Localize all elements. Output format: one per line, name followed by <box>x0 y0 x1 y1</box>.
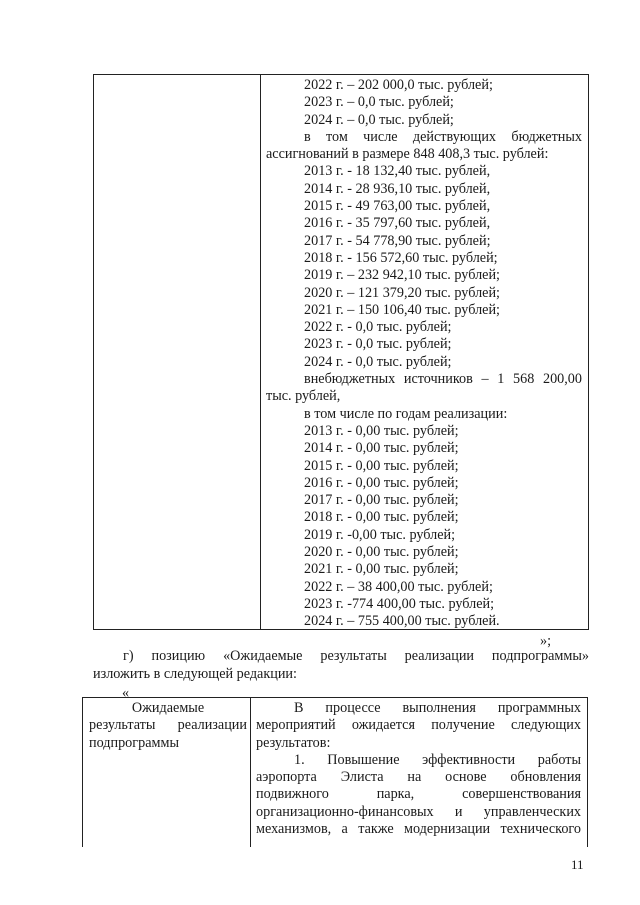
budget-intro-line: ассигнований в размере 848 408,3 тыс. рублей: <box>266 146 549 163</box>
funding-table <box>93 74 589 630</box>
extrabudget-year-line: 2015 г. - 0,00 тыс. рублей; <box>304 457 459 474</box>
budget-year-line: 2016 г. - 35 797,60 тыс. рублей, <box>304 215 491 232</box>
results-line: механизмов, а также модернизации технического <box>256 821 581 838</box>
results-line: 1. Повышение эффективности работы <box>294 751 581 768</box>
budget-year-line: 2018 г. - 156 572,60 тыс. рублей; <box>304 249 498 266</box>
budget-year-line: 2014 г. - 28 936,10 тыс. рублей, <box>304 180 491 197</box>
results-line: организационно-финансовых и управленческих <box>256 803 581 820</box>
extrabudget-year-line: 2020 г. - 0,00 тыс. рублей; <box>304 544 459 561</box>
results-line: подвижного парка, совершенствования <box>256 786 581 803</box>
extrabudget-year-line: 2016 г. - 0,00 тыс. рублей; <box>304 474 459 491</box>
budget-year-line: 2015 г. - 49 763,00 тыс. рублей, <box>304 198 491 215</box>
budget-year-line: 2024 г. - 0,0 тыс. рублей; <box>304 353 452 370</box>
budget-intro-line: в том числе действующих бюджетных <box>304 128 582 145</box>
results-content-cell <box>256 700 581 838</box>
results-label-line: Ожидаемые <box>131 700 205 716</box>
results-line: аэропорта Элиста на основе обновления <box>256 769 581 786</box>
results-label-cell <box>89 700 247 752</box>
extrabudget-intro-line: в том числе по годам реализации: <box>304 405 508 422</box>
extrabudget-year-line: 2022 г. – 38 400,00 тыс. рублей; <box>304 578 493 595</box>
funding-line: 2022 г. – 202 000,0 тыс. рублей; <box>304 77 493 93</box>
budget-year-line: 2022 г. - 0,0 тыс. рублей; <box>304 319 452 336</box>
budget-year-line: 2023 г. - 0,0 тыс. рублей; <box>304 336 452 353</box>
extrabudget-year-line: 2017 г. - 0,00 тыс. рублей; <box>304 492 459 509</box>
amendment-paragraph <box>93 648 589 683</box>
funding-cell <box>266 77 582 631</box>
extrabudget-year-line: 2024 г. – 755 400,00 тыс. рублей. <box>304 613 500 630</box>
results-table <box>82 697 588 847</box>
extrabudget-year-line: 2023 г. -774 400,00 тыс. рублей; <box>304 595 495 612</box>
results-line: В процессе выполнения программных <box>294 700 581 716</box>
funding-line: 2024 г. – 0,0 тыс. рублей; <box>304 111 454 128</box>
results-label-line: подпрограммы <box>89 734 179 751</box>
table-divider <box>260 75 261 629</box>
paragraph-line: г) позицию «Ожидаемые результаты реализации подпрограммы» <box>123 648 589 664</box>
budget-year-line: 2020 г. – 121 379,20 тыс. рублей; <box>304 284 500 301</box>
results-line: результатов: <box>256 734 331 751</box>
closing-quote: »; <box>540 633 552 649</box>
extrabudget-intro-line: внебюджетных источников – 1 568 200,00 <box>304 371 582 388</box>
budget-year-line: 2019 г. – 232 942,10 тыс. рублей; <box>304 267 500 284</box>
extrabudget-year-line: 2019 г. -0,00 тыс. рублей; <box>304 526 456 543</box>
page-number: 11 <box>571 857 584 872</box>
budget-year-line: 2021 г. – 150 106,40 тыс. рублей; <box>304 301 500 318</box>
budget-year-line: 2017 г. - 54 778,90 тыс. рублей; <box>304 232 491 249</box>
table-divider <box>250 698 251 847</box>
funding-line: 2023 г. – 0,0 тыс. рублей; <box>304 94 454 111</box>
paragraph-line: изложить в следующей редакции: <box>93 665 297 682</box>
extrabudget-year-line: 2013 г. - 0,00 тыс. рублей; <box>304 422 459 439</box>
extrabudget-year-line: 2014 г. - 0,00 тыс. рублей; <box>304 440 459 457</box>
extrabudget-year-line: 2018 г. - 0,00 тыс. рублей; <box>304 509 459 526</box>
results-line: мероприятий ожидается получение следующих <box>256 717 581 734</box>
opening-quote: « <box>122 685 130 701</box>
results-label-line: результаты реализации <box>89 717 247 734</box>
extrabudget-intro-line: тыс. рублей, <box>266 388 341 405</box>
budget-year-line: 2013 г. - 18 132,40 тыс. рублей, <box>304 163 491 180</box>
extrabudget-year-line: 2021 г. - 0,00 тыс. рублей; <box>304 561 459 578</box>
